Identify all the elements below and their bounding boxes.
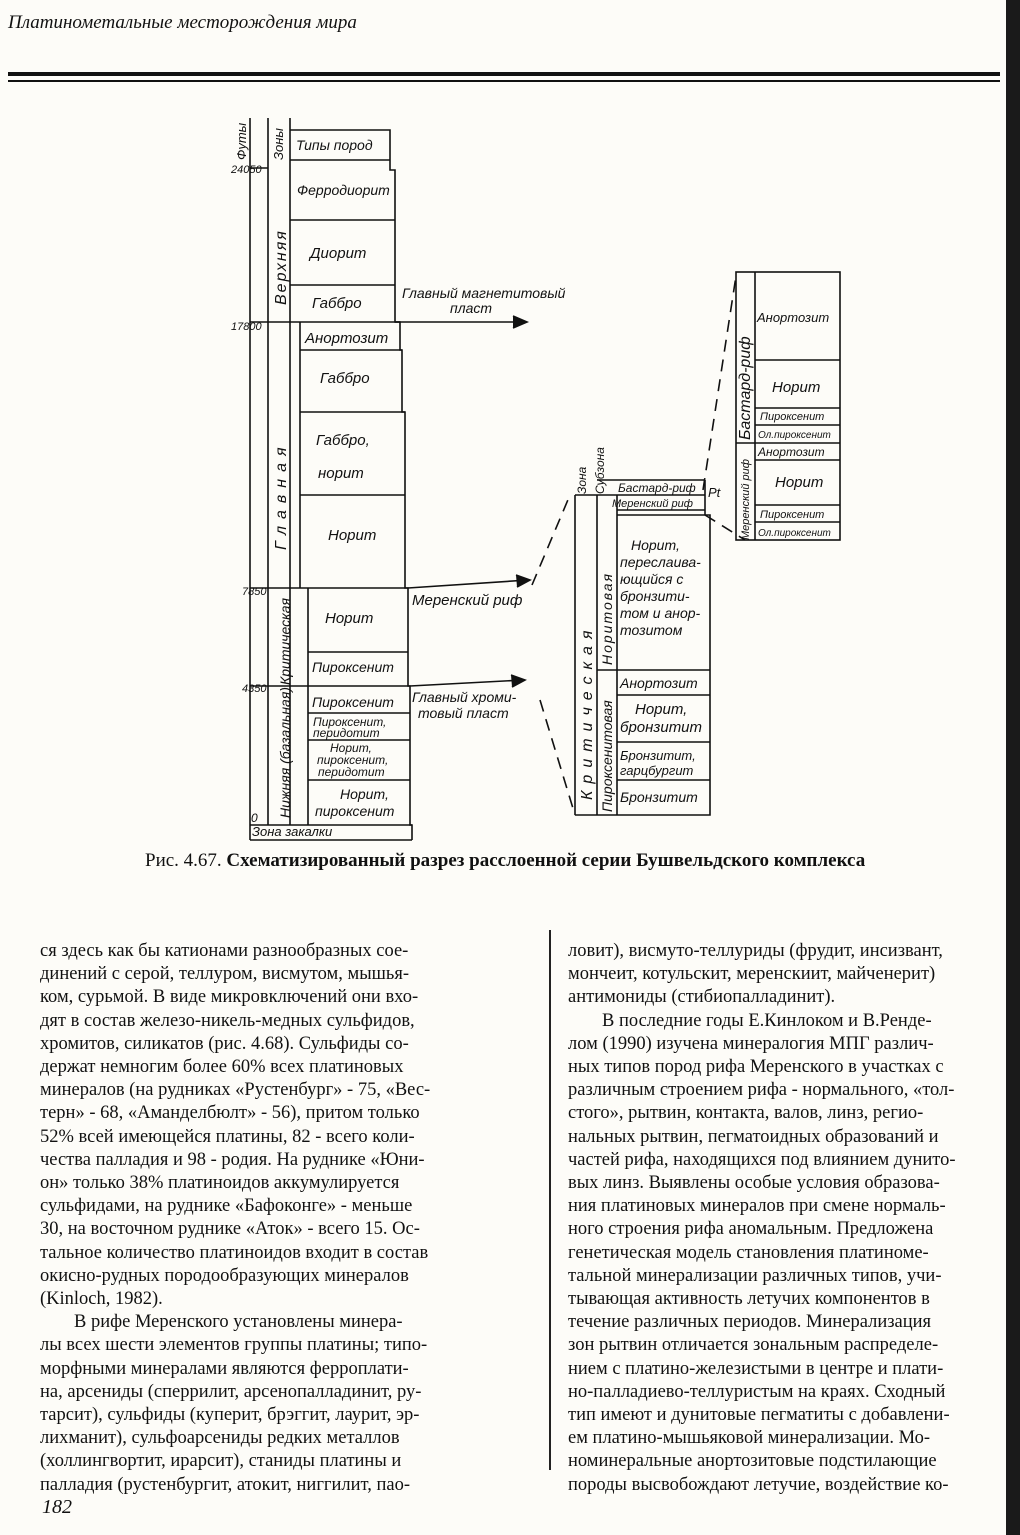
text-line: ловит), висмуто-теллуриды (фрудит, инсизвант, — [568, 941, 943, 961]
text-line: он» только 38% платиноидов аккумулируется — [40, 1173, 400, 1194]
running-header: Платинометальные месторождения мира — [8, 12, 357, 33]
col-header-zones: Зоны — [271, 128, 286, 160]
right-norite-1: Норит — [772, 379, 821, 396]
text-line: ем платино-мышьяковой минерализации. Мо- — [568, 1428, 931, 1449]
text-line: генетическая модель становления платиноме- — [568, 1242, 929, 1263]
text-line: ния платиновых минералов при смене нормаль- — [568, 1196, 946, 1217]
label-main-magnetite-1: Главный магнетитовый — [402, 285, 566, 301]
text-line: зон рытвин отличается зональным распределе- — [568, 1335, 939, 1356]
rock-norite-pyrox-perid-1: Норит, — [330, 741, 372, 755]
text-line: различным строением рифа - нормального, «тол- — [568, 1080, 955, 1101]
text-line: тальное количество платиноидов входит в состав — [40, 1242, 429, 1263]
text-line: тарсит), сульфиды (куперит, брэггит, лаурит, эр- — [40, 1405, 420, 1426]
mid-subzone-norite: Норитовая — [599, 571, 615, 665]
depth-17800: 17800 — [231, 321, 262, 333]
mid-norite-3: ющийся с — [620, 571, 684, 587]
rock-norite-main: Норит — [328, 527, 377, 544]
label-main-magnetite-2: пласт — [450, 300, 493, 316]
rock-diorite: Диорит — [310, 245, 367, 262]
mid-norite-5: том и анор- — [620, 605, 701, 621]
left-text-column — [40, 940, 540, 1497]
text-line: ся здесь как бы катионами разнообразных сое- — [40, 941, 409, 961]
page-number: 182 — [42, 1496, 72, 1518]
text-line: частей рифа, находящихся под влиянием дунито- — [568, 1149, 956, 1170]
mid-norite-4: бронзити- — [620, 588, 690, 604]
rock-norite-pyroxenite-2: пироксенит — [315, 803, 395, 819]
caption-prefix: Рис. 4.67. — [145, 850, 222, 871]
mid-norite-6: тозитом — [620, 622, 683, 638]
text-line: минералов (на рудниках «Рустенбург» - 75, «Вес- — [40, 1080, 431, 1101]
rock-gabbro-upper: Габбро — [312, 295, 362, 312]
rock-norite-pyrox-perid-3: перидотит — [318, 765, 385, 779]
text-line: дят в состав железо-никель-медных сульфидов, — [40, 1010, 415, 1031]
rock-anorthosite: Анортозит — [305, 330, 389, 347]
text-line: динений с серой, теллуром, висмутом, мышья- — [40, 964, 409, 985]
right-zone-merensky-reef: Меренский риф — [740, 459, 752, 540]
text-line: тывающая активность летучих компонентов в — [568, 1289, 930, 1310]
text-line: держат немногим более 60% всех платиновых — [40, 1057, 404, 1078]
text-line: тип имеют и дунитовые пегматиты с добавлени- — [568, 1405, 950, 1426]
text-line: течение различных периодов. Минерализация — [568, 1312, 932, 1333]
text-line: на, арсениды (сперрилит, арсенопалладинит, ру- — [40, 1381, 422, 1402]
text-line: ных типов пород рифа Меренского в участках с — [568, 1057, 944, 1078]
text-line: ком, сурьмой. В виде микровключений они вхо- — [40, 987, 419, 1008]
mid-zone-critical: Критическая — [579, 623, 596, 800]
zone-critical: Критическая — [277, 597, 293, 685]
right-zone-bastard-reef: Бастард-риф — [737, 336, 754, 440]
right-ol-pyroxenite-1: Ол.пироксенит — [758, 430, 831, 441]
mid-bastard-reef: Бастард-риф — [618, 481, 696, 495]
text-line: нием с платино-железистыми в центре и плати- — [568, 1358, 944, 1379]
text-line: хромитов, силикатов (рис. 4.68). Сульфиды со- — [40, 1033, 409, 1054]
chill-zone: Зона закалки — [252, 824, 333, 839]
rock-gabbro-norite-2: норит — [318, 465, 364, 482]
text-line: В последние годы Е.Кинлоком и В.Ренде- — [602, 1010, 932, 1031]
rock-pyroxenite-peridotite-1: Пироксенит, — [313, 715, 387, 729]
right-ol-pyroxenite-2: Ол.пироксенит — [758, 528, 831, 539]
zone-upper: Верхняя — [273, 229, 290, 305]
text-line: палладия (рустенбургит, атокит, ниггилит, пао- — [40, 1474, 410, 1495]
text-line: лы всех шести элементов группы платины; типо- — [40, 1335, 428, 1356]
text-line: чества палладия и 98 - родия. На руднике «Юни- — [40, 1149, 425, 1170]
mid-header-zone: Зона — [575, 466, 589, 494]
mid-norite-bronzitite-1: Норит, — [635, 701, 688, 718]
text-line: В рифе Меренского установлены минера- — [74, 1312, 403, 1333]
text-line: лихманит), сульфоарсениды редких металлов — [40, 1428, 400, 1449]
figure-caption — [145, 850, 865, 872]
rock-norite-critical: Норит — [325, 610, 374, 627]
zone-lower-basal: Нижняя (базальная) — [277, 687, 293, 818]
text-line: окисно-рудных породообразующих минералов — [40, 1265, 409, 1286]
right-anorthosite-1: Анортозит — [757, 310, 830, 325]
depth-7850: 7850 — [242, 586, 267, 598]
label-merensky-reef: Меренский риф — [412, 592, 523, 609]
text-line: но-палладиево-теллуристым на краях. Сходный — [568, 1381, 946, 1402]
caption-text: Схематизированный разрез расслоенной серии Бушвельдского комплекса — [226, 850, 866, 871]
text-line: вых линз. Выявлены особые условия образова- — [568, 1173, 940, 1194]
right-pyroxenite-1: Пироксенит — [760, 411, 825, 423]
text-line: (холлингвортит, ирарсит), станиды платины и — [40, 1451, 402, 1472]
mid-bronzitite-harzburgite-1: Бронзитит, — [620, 748, 696, 763]
mid-norite-bronzitite-2: бронзитит — [620, 719, 703, 736]
mid-norite-2: переслаива- — [620, 554, 701, 570]
text-line: стого», рытвин, контакта, валов, линз, регио- — [568, 1103, 924, 1124]
zone-main: Главная — [273, 440, 290, 550]
rock-norite-pyroxenite-1: Норит, — [340, 786, 389, 802]
mid-merensky-reef: Меренский риф — [612, 498, 693, 510]
col-header-rock-types: Типы пород — [296, 137, 373, 153]
column-divider — [549, 930, 551, 1470]
right-pyroxenite-2: Пироксенит — [760, 509, 825, 521]
mid-bronzitite: Бронзитит — [620, 789, 698, 805]
text-line: (Kinloch, 1982). — [40, 1289, 163, 1310]
text-line: тальной минерализации различных типов, учи- — [568, 1265, 942, 1286]
mid-header-subzone: Субзона — [593, 447, 607, 494]
text-line: 52% всей имеющейся платины, 82 - всего коли- — [40, 1126, 415, 1147]
text-line: нальных рытвин, пегматоидных образований и — [568, 1126, 939, 1147]
col-header-feet: Футы — [234, 122, 249, 160]
rock-pyroxenite-2: Пироксенит — [312, 694, 394, 710]
text-line: лом (1990) изучена минералогия МПГ различ- — [568, 1033, 934, 1054]
text-line: ного строения рифа аномальным. Предложена — [568, 1219, 934, 1240]
depth-24050: 24050 — [231, 164, 262, 176]
rock-norite-pyrox-perid-2: пироксенит, — [317, 753, 389, 767]
text-line: терн» - 68, «Аманделбюлт» - 56), притом только — [40, 1103, 420, 1124]
text-line: антимониды (стибиопалладинит). — [568, 987, 836, 1008]
depth-0: 0 — [251, 811, 258, 825]
text-line: породы высвобождают летучие, воздействие ко- — [568, 1474, 949, 1495]
mid-subzone-pyroxenite: Пироксенитовая — [599, 700, 615, 812]
text-line: 30, на восточном руднике «Аток» - всего 15. Ос- — [40, 1219, 420, 1240]
text-line: морфными минералами являются ферроплати- — [40, 1358, 409, 1379]
label-main-chromitite-2: товый пласт — [418, 705, 509, 721]
mid-bronzitite-harzburgite-2: гарцбургит — [620, 763, 694, 778]
right-norite-2: Норит — [775, 474, 824, 491]
mid-anorthosite: Анортозит — [620, 675, 698, 691]
label-main-chromitite-1: Главный хроми- — [412, 689, 517, 705]
text-line: мончеит, котульскит, меренскиит, майченерит) — [568, 964, 936, 985]
right-text-column — [568, 940, 1013, 1497]
mid-norite-1: Норит, — [631, 537, 680, 553]
rock-pyroxenite-peridotite-2: перидотит — [313, 726, 380, 740]
right-anorthosite-2: Анортозит — [758, 445, 825, 459]
rock-gabbro-norite-1: Габбро, — [316, 432, 370, 449]
rock-ferrodiorite: Ферродиорит — [297, 182, 390, 198]
mid-pt-label: Pt — [708, 485, 721, 500]
rock-pyroxenite-1: Пироксенит — [312, 659, 394, 675]
rock-gabbro: Габбро — [320, 370, 370, 387]
text-line: номинеральные анортозитовые подстилающие — [568, 1451, 937, 1472]
text-line: сульфидами, на руднике «Бафоконге» - меньше — [40, 1196, 413, 1217]
depth-4350: 4350 — [242, 683, 267, 695]
